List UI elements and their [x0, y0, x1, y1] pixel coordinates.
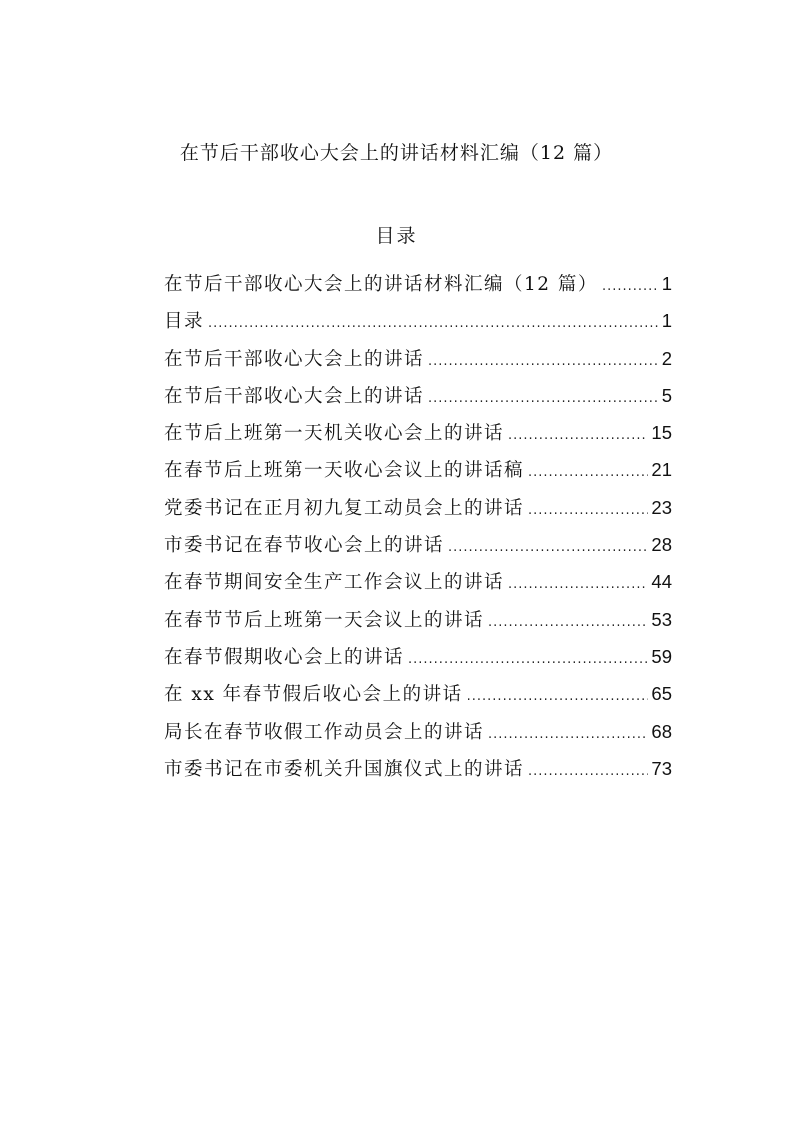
toc-entry[interactable] [164, 419, 672, 456]
toc-entry[interactable] [164, 345, 672, 382]
toc-dot-leader [528, 758, 648, 786]
toc-entry-title: 在节后干部收心大会上的讲话 [164, 385, 425, 407]
toc-entry[interactable] [164, 606, 672, 643]
toc-entry[interactable] [164, 680, 672, 717]
toc-dot-leader [488, 721, 648, 749]
toc-page-number: 15 [651, 422, 672, 444]
toc-entry-title: 在节后干部收心大会上的讲话 [164, 348, 425, 370]
toc-entry[interactable] [164, 456, 672, 493]
toc-page-number: 23 [651, 496, 672, 518]
toc-dot-leader [508, 571, 648, 599]
toc-entry[interactable] [164, 307, 672, 344]
toc-dot-leader [428, 385, 659, 413]
table-of-contents [164, 270, 672, 792]
toc-entry-title: 在春节期间安全生产工作会议上的讲话 [164, 572, 505, 594]
toc-dot-leader [467, 683, 649, 711]
toc-entry-title: 市委书记在春节收心会上的讲话 [164, 535, 445, 557]
toc-page-number: 1 [661, 273, 672, 294]
toc-dot-leader [602, 273, 659, 301]
toc-page-number: 73 [651, 757, 672, 779]
toc-dot-leader [208, 310, 659, 338]
toc-entry[interactable] [164, 755, 672, 792]
toc-entry-title: 党委书记在正月初九复工动员会上的讲话 [164, 497, 525, 519]
toc-page-number: 44 [651, 571, 672, 593]
toc-page-number: 53 [651, 608, 672, 630]
toc-dot-leader [508, 422, 648, 450]
toc-entry-title: 在春节节后上班第一天会议上的讲话 [164, 609, 485, 631]
toc-entry[interactable] [164, 270, 672, 307]
toc-entry[interactable] [164, 718, 672, 755]
toc-dot-leader [408, 646, 648, 674]
toc-entry-title: 在节后上班第一天机关收心会上的讲话 [164, 423, 505, 445]
toc-entry[interactable] [164, 643, 672, 680]
toc-entry-title: 目录 [164, 311, 205, 333]
toc-heading: 目录 [375, 225, 418, 247]
toc-entry[interactable] [164, 531, 672, 568]
toc-dot-leader [528, 497, 648, 525]
toc-page-number: 21 [651, 459, 672, 481]
toc-dot-leader [448, 534, 648, 562]
toc-entry-title: 在 xx 年春节假后收心会上的讲话 [164, 684, 463, 706]
toc-entry[interactable] [164, 494, 672, 531]
toc-dot-leader [528, 459, 648, 487]
toc-entry-title: 局长在春节收假工作动员会上的讲话 [164, 721, 485, 743]
toc-page-number: 1 [661, 310, 672, 332]
toc-dot-leader [488, 609, 648, 637]
toc-page-number: 68 [651, 720, 672, 742]
toc-page-number: 59 [651, 645, 672, 667]
toc-entry[interactable] [164, 568, 672, 605]
toc-entry-title: 在春节后上班第一天收心会议上的讲话稿 [164, 460, 525, 482]
toc-dot-leader [428, 348, 659, 376]
toc-entry[interactable] [164, 382, 672, 419]
toc-page-number: 28 [651, 534, 672, 556]
toc-entry-title: 市委书记在市委机关升国旗仪式上的讲话 [164, 758, 525, 780]
toc-entry-title: 在春节假期收心会上的讲话 [164, 646, 405, 668]
toc-page-number: 2 [661, 347, 672, 369]
toc-entry-title: 在节后干部收心大会上的讲话材料汇编（12 篇） [164, 274, 598, 295]
document-title: 在节后干部收心大会上的讲话材料汇编（12 篇） [179, 142, 614, 164]
toc-page-number: 65 [651, 683, 672, 705]
toc-page-number: 5 [661, 384, 672, 406]
